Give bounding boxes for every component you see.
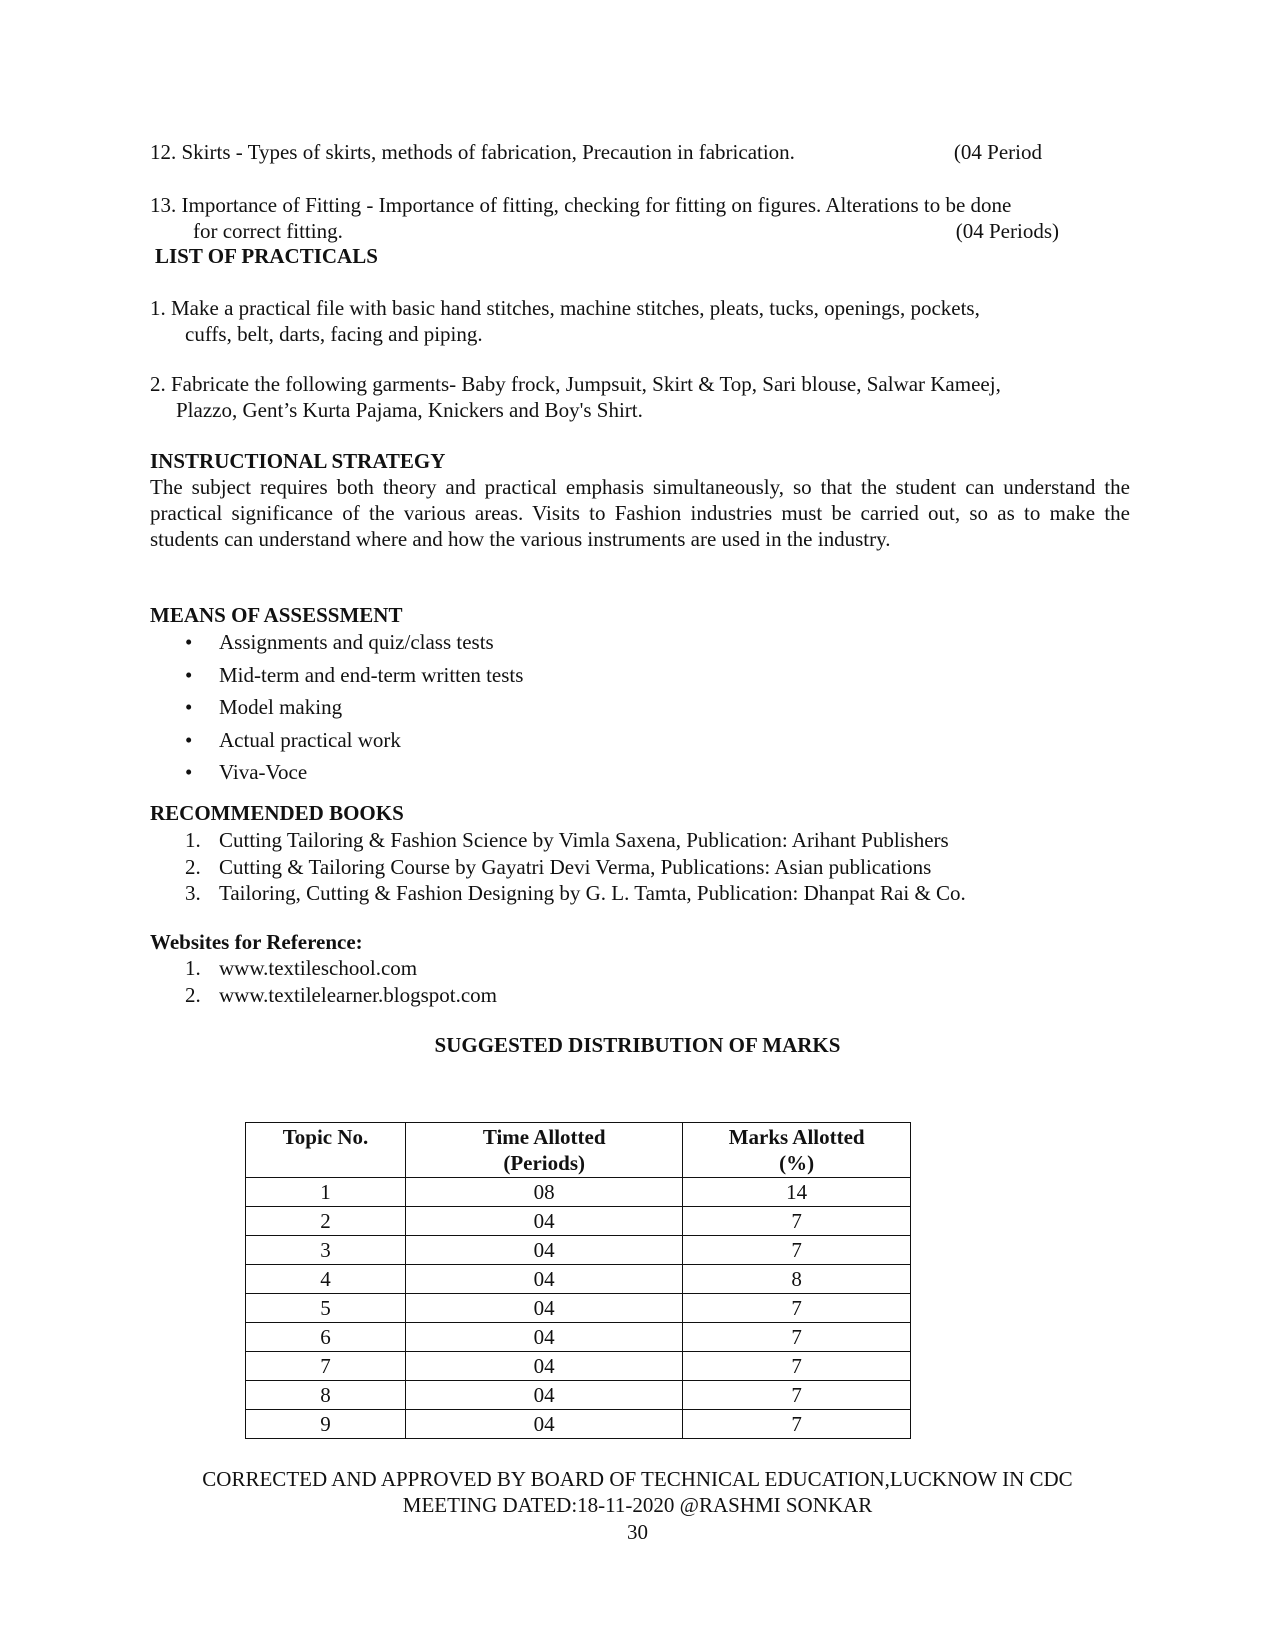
table-row: [246, 1410, 911, 1439]
website-text: www.textilelearner.blogspot.com: [219, 982, 497, 1007]
topic-12-number: 12.: [150, 140, 177, 164]
assessment-item: • Model making: [150, 694, 1110, 727]
footer-approval-line2: MEETING DATED:18-11-2020 @RASHMI SONKAR: [402, 1493, 873, 1517]
topic-12-text: Skirts - Types of skirts, methods of fabrication, Precaution in fabrication.: [181, 140, 795, 164]
book-item: [150, 854, 1130, 881]
topic-13-text-cont: for correct fitting.: [193, 219, 343, 243]
practical-item-1: [150, 295, 1110, 347]
website-number: 1.: [185, 956, 201, 980]
instructional-strategy-text: The subject requires both theory and practical emphasis simultaneously, so that the student can understand the practical significance of the various areas. Visits to Fashion industries must be carried out, so as to make the students can understand where and how the various instruments are used in the industry.: [150, 475, 1130, 551]
table-row: [246, 1207, 911, 1236]
book-number: 3.: [185, 881, 201, 905]
cell-topic: 5: [246, 1294, 406, 1323]
header-marks-allotted: Marks Allotted (%): [683, 1123, 911, 1178]
book-item: [150, 880, 1130, 907]
books-heading: RECOMMENDED BOOKS: [150, 801, 404, 825]
websites-list: [150, 955, 1110, 1008]
assessment-item: • Actual practical work: [150, 727, 1110, 760]
table-header-row: [246, 1123, 911, 1178]
cell-topic: 4: [246, 1265, 406, 1294]
book-text: Cutting & Tailoring Course by Gayatri Devi Verma, Publications: Asian publications: [219, 854, 932, 879]
cell-time: 08: [406, 1178, 683, 1207]
cell-time: 04: [406, 1381, 683, 1410]
assessment-list: [150, 629, 1110, 792]
header-topic-no: Topic No.: [246, 1123, 406, 1178]
book-number: 1.: [185, 828, 201, 852]
practical-1-number: 1.: [150, 296, 166, 320]
table-row: [246, 1381, 911, 1410]
cell-topic: 8: [246, 1381, 406, 1410]
practical-2-line2: Plazzo, Gent’s Kurta Pajama, Knickers and Boy's Shirt.: [176, 398, 643, 422]
cell-marks: 7: [683, 1207, 911, 1236]
cell-time: 04: [406, 1294, 683, 1323]
marks-table: [245, 1122, 911, 1439]
practicals-heading: LIST OF PRACTICALS: [155, 244, 378, 268]
instructional-strategy-heading: INSTRUCTIONAL STRATEGY: [150, 449, 446, 473]
topic-13-number: 13.: [150, 193, 177, 217]
cell-marks: 8: [683, 1265, 911, 1294]
cell-topic: 3: [246, 1236, 406, 1265]
cell-time: 04: [406, 1236, 683, 1265]
assessment-item: • Viva-Voce: [150, 759, 1110, 792]
header-time-allotted: Time Allotted (Periods): [406, 1123, 683, 1178]
topic-13-period: (04 Periods): [955, 219, 1059, 243]
book-item: [150, 827, 1130, 854]
website-number: 2.: [185, 982, 201, 1007]
cell-topic: 7: [246, 1352, 406, 1381]
topic-12-period: (04 Period: [953, 140, 1042, 164]
website-text: www.textileschool.com: [219, 956, 418, 980]
book-number: 2.: [185, 854, 201, 879]
cell-topic: 1: [246, 1178, 406, 1207]
cell-marks: 7: [683, 1294, 911, 1323]
table-row: [246, 1178, 911, 1207]
cell-time: 04: [406, 1410, 683, 1439]
cell-time: 04: [406, 1352, 683, 1381]
websites-heading: Websites for Reference:: [150, 930, 363, 954]
assessment-item: • Assignments and quiz/class tests: [150, 629, 1110, 662]
cell-marks: 14: [683, 1178, 911, 1207]
book-text: Tailoring, Cutting & Fashion Designing by G. L. Tamta, Publication: Dhanpat Rai & Co.: [219, 881, 966, 905]
books-list: [150, 827, 1130, 907]
cell-marks: 7: [683, 1381, 911, 1410]
website-item: [150, 955, 1110, 982]
practical-1-line2: cuffs, belt, darts, facing and piping.: [185, 322, 483, 346]
book-text: Cutting Tailoring & Fashion Science by Vimla Saxena, Publication: Arihant Publishers: [219, 828, 949, 852]
cell-marks: 7: [683, 1410, 911, 1439]
table-row: [246, 1236, 911, 1265]
cell-topic: 6: [246, 1323, 406, 1352]
cell-time: 04: [406, 1207, 683, 1236]
topic-13: [150, 192, 1110, 218]
table-row: [246, 1323, 911, 1352]
assessment-item: • Mid-term and end-term written tests: [150, 662, 1110, 695]
cell-marks: 7: [683, 1236, 911, 1265]
topic-13-text: Importance of Fitting - Importance of fitting, checking for fitting on figures. Alterations to be done: [181, 193, 1012, 217]
cell-marks: 7: [683, 1323, 911, 1352]
cell-time: 04: [406, 1265, 683, 1294]
page-number: 30: [627, 1520, 648, 1544]
footer-approval-line1: CORRECTED AND APPROVED BY BOARD OF TECHNICAL EDUCATION,LUCKNOW IN CDC: [202, 1467, 1073, 1491]
assessment-heading: MEANS OF ASSESSMENT: [150, 603, 403, 627]
practical-1-line1: Make a practical file with basic hand stitches, machine stitches, pleats, tucks, openings, pockets,: [171, 296, 980, 320]
table-row: [246, 1352, 911, 1381]
table-row: [246, 1265, 911, 1294]
marks-table-title: SUGGESTED DISTRIBUTION OF MARKS: [434, 1033, 841, 1057]
practical-2-number: 2.: [150, 372, 166, 396]
cell-time: 04: [406, 1323, 683, 1352]
cell-topic: 9: [246, 1410, 406, 1439]
cell-marks: 7: [683, 1352, 911, 1381]
table-row: [246, 1294, 911, 1323]
topic-13-line2: [150, 218, 1110, 244]
topic-12: [150, 139, 1110, 165]
practical-2-line1: Fabricate the following garments- Baby frock, Jumpsuit, Skirt & Top, Sari blouse, Salwar Kameej,: [171, 372, 1001, 396]
practical-item-2: [150, 371, 1110, 423]
website-item: [150, 982, 1110, 1009]
cell-topic: 2: [246, 1207, 406, 1236]
